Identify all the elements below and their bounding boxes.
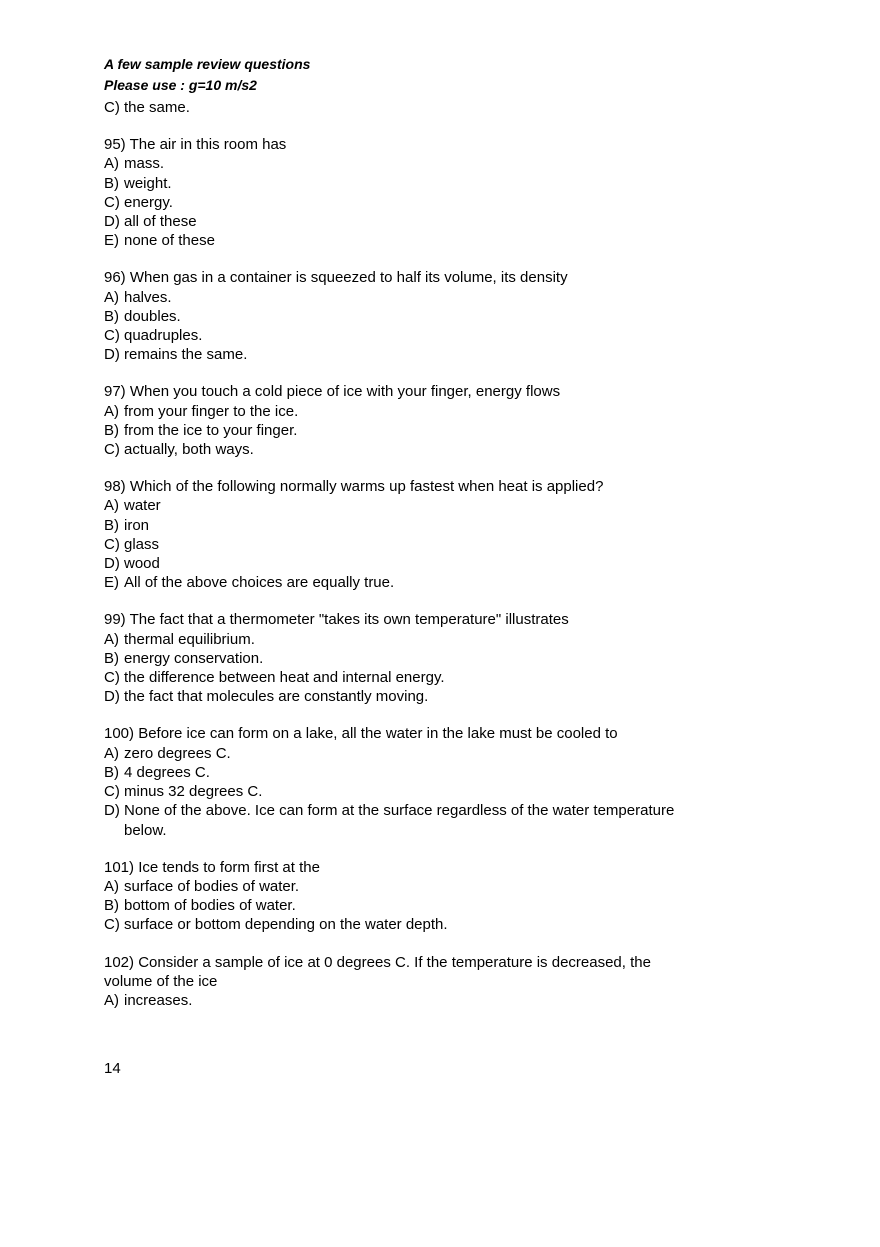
option [104,991,784,1010]
option-letter: C) [104,99,120,116]
option [104,516,784,535]
option-letter: B) [104,649,119,667]
option [104,535,784,554]
option [104,649,784,668]
option [104,554,784,573]
option-letter: A) [104,991,119,1009]
option-text: surface of bodies of water. [124,877,300,895]
option [104,98,784,117]
option [104,212,784,231]
option [104,782,784,801]
option-letter: E) [104,232,119,250]
option [104,326,784,345]
option [104,687,784,706]
document-page [104,54,784,1010]
option-text: none of these [124,232,215,250]
option-letter: A) [104,155,119,173]
question-101 [104,858,784,935]
option-letter: B) [104,421,119,439]
question-text: 98) Which of the following normally warms up fastest when heat is applied? [104,478,604,496]
option-text: All of the above choices are equally true. [124,574,395,592]
option-letter: C) [104,327,120,345]
question-text: 95) The air in this room has [104,136,287,154]
option-letter: A) [104,744,119,762]
option-letter: C) [104,535,120,553]
option-text: surface or bottom depending on the water depth. [124,916,448,934]
option-letter: A) [104,497,119,515]
option-letter: D) [104,213,120,231]
option-text: from the ice to your finger. [124,421,298,439]
option [104,345,784,364]
option-text: weight. [124,174,172,192]
option [104,421,784,440]
option-letter: D) [104,555,120,573]
option [104,288,784,307]
option-text: iron [124,516,150,534]
question-text: 100) Before ice can form on a lake, all the water in the lake must be cooled to [104,725,618,743]
option-text: remains the same. [124,346,248,364]
option-text: halves. [124,288,172,306]
option-letter: C) [104,193,120,211]
option [104,915,784,934]
option [104,668,784,687]
option-text: all of these [124,213,197,231]
option-letter: A) [104,402,119,420]
option-letter: B) [104,174,119,192]
option-text: zero degrees C. [124,744,231,762]
question-text: 101) Ice tends to form first at the [104,858,320,876]
option [104,630,784,649]
option-text: energy conservation. [124,649,264,667]
option-text: the difference between heat and internal energy. [124,669,445,687]
option-text: minus 32 degrees C. [124,783,263,801]
option-letter: D) [104,802,120,820]
option-letter: B) [104,307,119,325]
option-letter: B) [104,763,119,781]
option-text: mass. [124,155,165,173]
question-text: 97) When you touch a cold piece of ice with your finger, energy flows [104,383,561,401]
option-text: bottom of bodies of water. [124,897,296,915]
question-97 [104,382,784,459]
option-letter: B) [104,516,119,534]
option [104,496,784,515]
option-letter: A) [104,630,119,648]
option-text: thermal equilibrium. [124,630,255,648]
option-text: doubles. [124,307,181,325]
option [104,877,784,896]
question-95 [104,135,784,250]
option-text: increases. [124,991,193,1009]
option-letter: D) [104,346,120,364]
option-letter: B) [104,897,119,915]
question-99 [104,610,784,706]
question-102 [104,953,784,1011]
option-letter: D) [104,688,120,706]
option [104,307,784,326]
option-text: None of the above. Ice can form at the surface regardless of the water temperature below. [124,802,675,839]
option [104,801,784,839]
option-letter: C) [104,669,120,687]
page-subtitle: Please use : g=10 m/s2 [104,77,257,93]
option-letter: A) [104,288,119,306]
option-text: wood [124,555,160,573]
option-text: the fact that molecules are constantly moving. [124,688,429,706]
option [104,231,784,250]
option [104,440,784,459]
option [104,154,784,173]
option-letter: C) [104,916,120,934]
page-number: 14 [104,1060,121,1077]
option [104,573,784,592]
option-letter: C) [104,783,120,801]
question-96 [104,268,784,364]
question-98 [104,477,784,592]
option-text: energy. [124,193,173,211]
continued-answer [104,98,784,117]
option-text: glass [124,535,160,553]
option-letter: A) [104,877,119,895]
option [104,193,784,212]
option-letter: C) [104,441,120,459]
question-text: 99) The fact that a thermometer "takes its own temperature" illustrates [104,611,569,629]
option [104,174,784,193]
option [104,896,784,915]
page-title: A few sample review questions [104,56,311,72]
option [104,402,784,421]
question-text: 96) When gas in a container is squeezed to half its volume, its density [104,269,568,287]
option-text: 4 degrees C. [124,763,210,781]
question-text: 102) Consider a sample of ice at 0 degrees C. If the temperature is decreased, the volume of the ice [104,953,651,990]
option-text: the same. [124,99,190,116]
question-100 [104,724,784,839]
option-letter: E) [104,574,119,592]
option-text: from your finger to the ice. [124,402,299,420]
option-text: water [124,497,161,515]
option [104,763,784,782]
option-text: actually, both ways. [124,441,254,459]
option [104,744,784,763]
option-text: quadruples. [124,327,203,345]
